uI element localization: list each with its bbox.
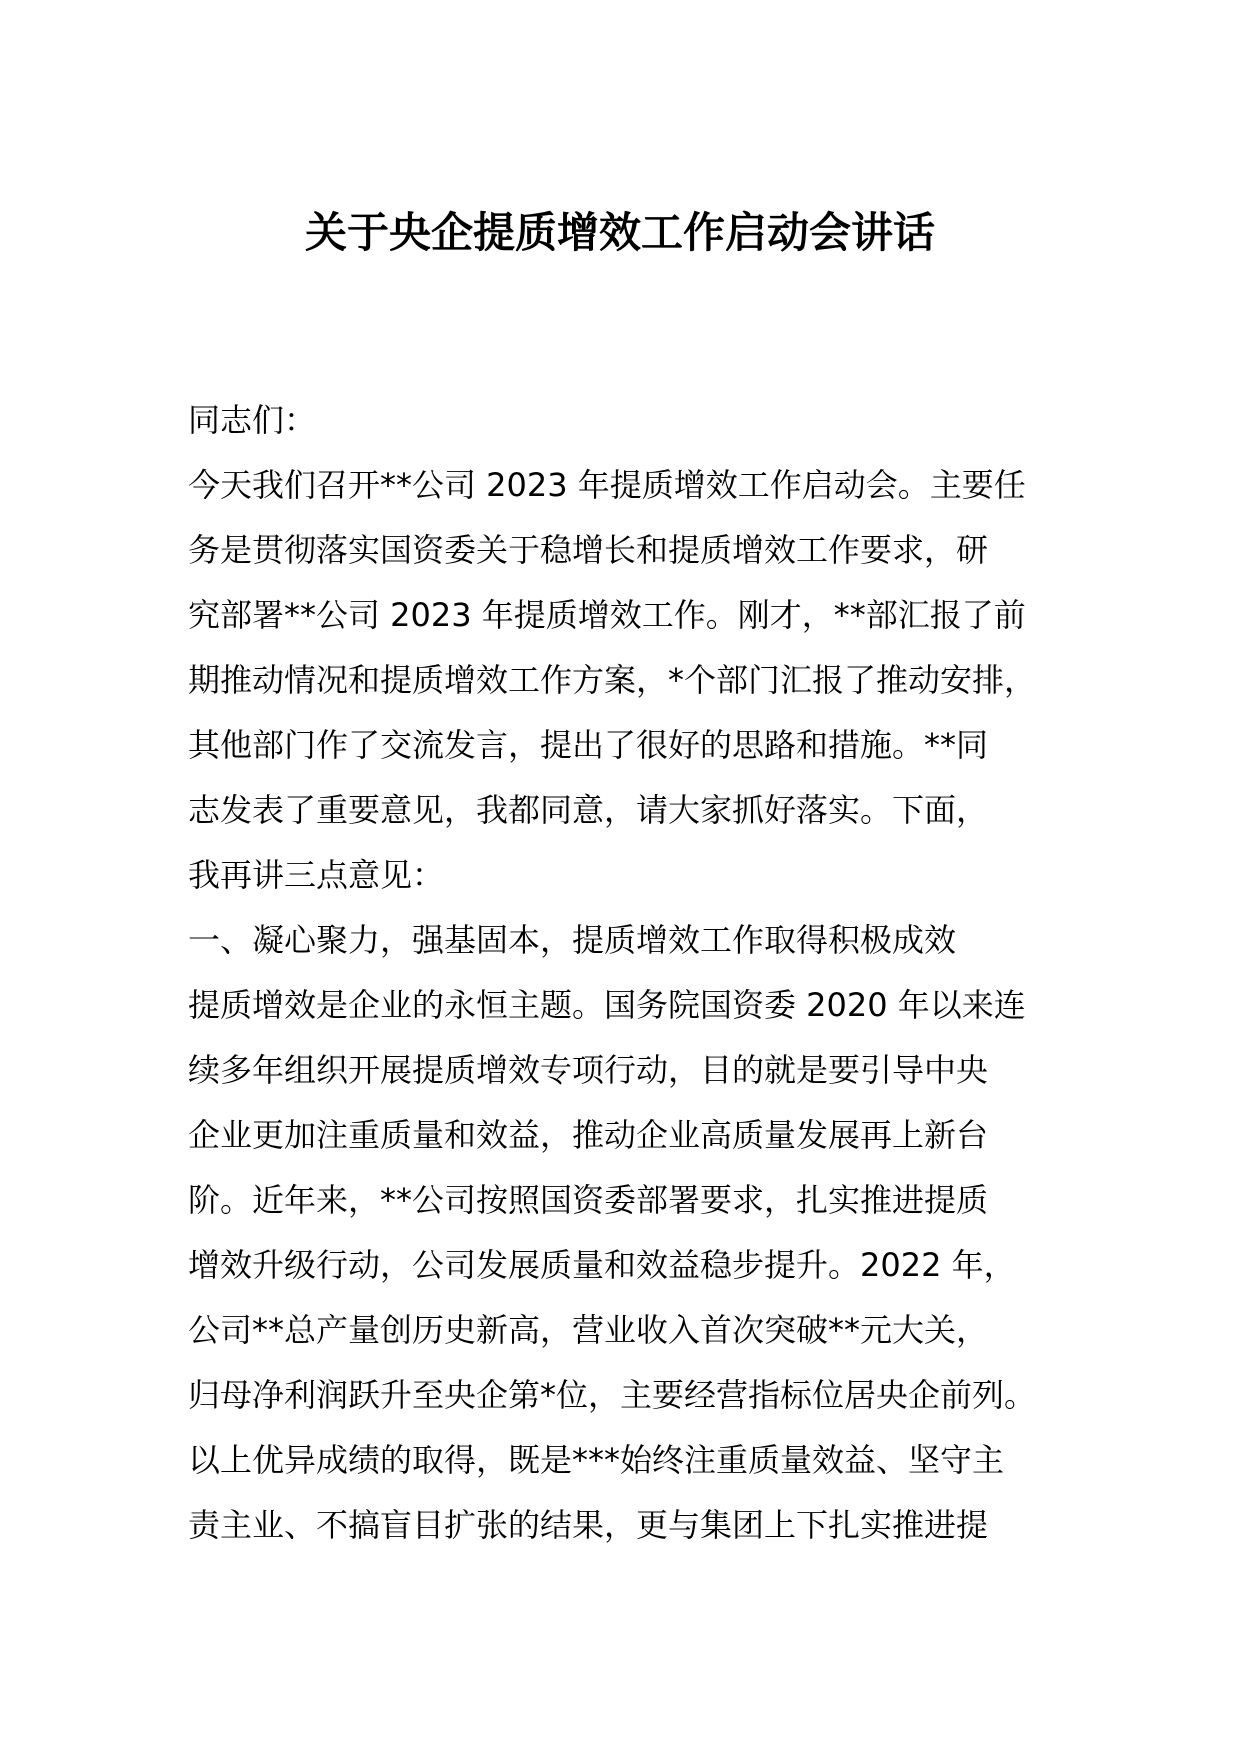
paragraph-line: 阶。近年来，**公司按照国资委部署要求，扎实推进提质 (188, 1181, 989, 1219)
paragraph-line: 增效升级行动，公司发展质量和效益稳步提升。2022 年， (188, 1246, 1016, 1284)
document-title: 关于央企提质增效工作启动会讲话 (304, 208, 935, 257)
section-heading: 一、凝心聚力，强基固本，提质增效工作取得积极成效 (188, 921, 957, 959)
paragraph-line: 公司**总产量创历史新高，营业收入首次突破**元大关， (188, 1311, 989, 1349)
paragraph-line: 提质增效是企业的永恒主题。国务院国资委 2020 年以来连 (188, 986, 1026, 1024)
paragraph-line: 责主业、不搞盲目扩张的结果，更与集团上下扎实推进提 (188, 1506, 989, 1544)
paragraph-line: 今天我们召开**公司 2023 年提质增效工作启动会。主要任 (188, 466, 1026, 504)
paragraph-line: 其他部门作了交流发言，提出了很好的思路和措施。**同 (188, 726, 989, 764)
paragraph-line: 究部署**公司 2023 年提质增效工作。刚才，**部汇报了前 (188, 596, 1026, 634)
paragraph-line: 归母净利润跃升至央企第*位，主要经营指标位居央企前列。 (188, 1376, 1037, 1414)
paragraph-line: 我再讲三点意见： (188, 856, 445, 894)
document-body (188, 388, 1088, 1558)
paragraph-line: 以上优异成绩的取得，既是***始终注重质量效益、坚守主 (188, 1441, 1005, 1479)
salutation-line: 同志们： (188, 401, 317, 439)
paragraph-line: 企业更加注重质量和效益，推动企业高质量发展再上新台 (188, 1116, 989, 1154)
paragraph-line: 志发表了重要意见，我都同意，请大家抓好落实。下面， (188, 791, 989, 829)
paragraph-line: 务是贯彻落实国资委关于稳增长和提质增效工作要求，研 (188, 531, 989, 569)
paragraph-line: 期推动情况和提质增效工作方案，*个部门汇报了推动安排， (188, 661, 1037, 699)
paragraph-line: 续多年组织开展提质增效专项行动，目的就是要引导中央 (188, 1051, 989, 1089)
